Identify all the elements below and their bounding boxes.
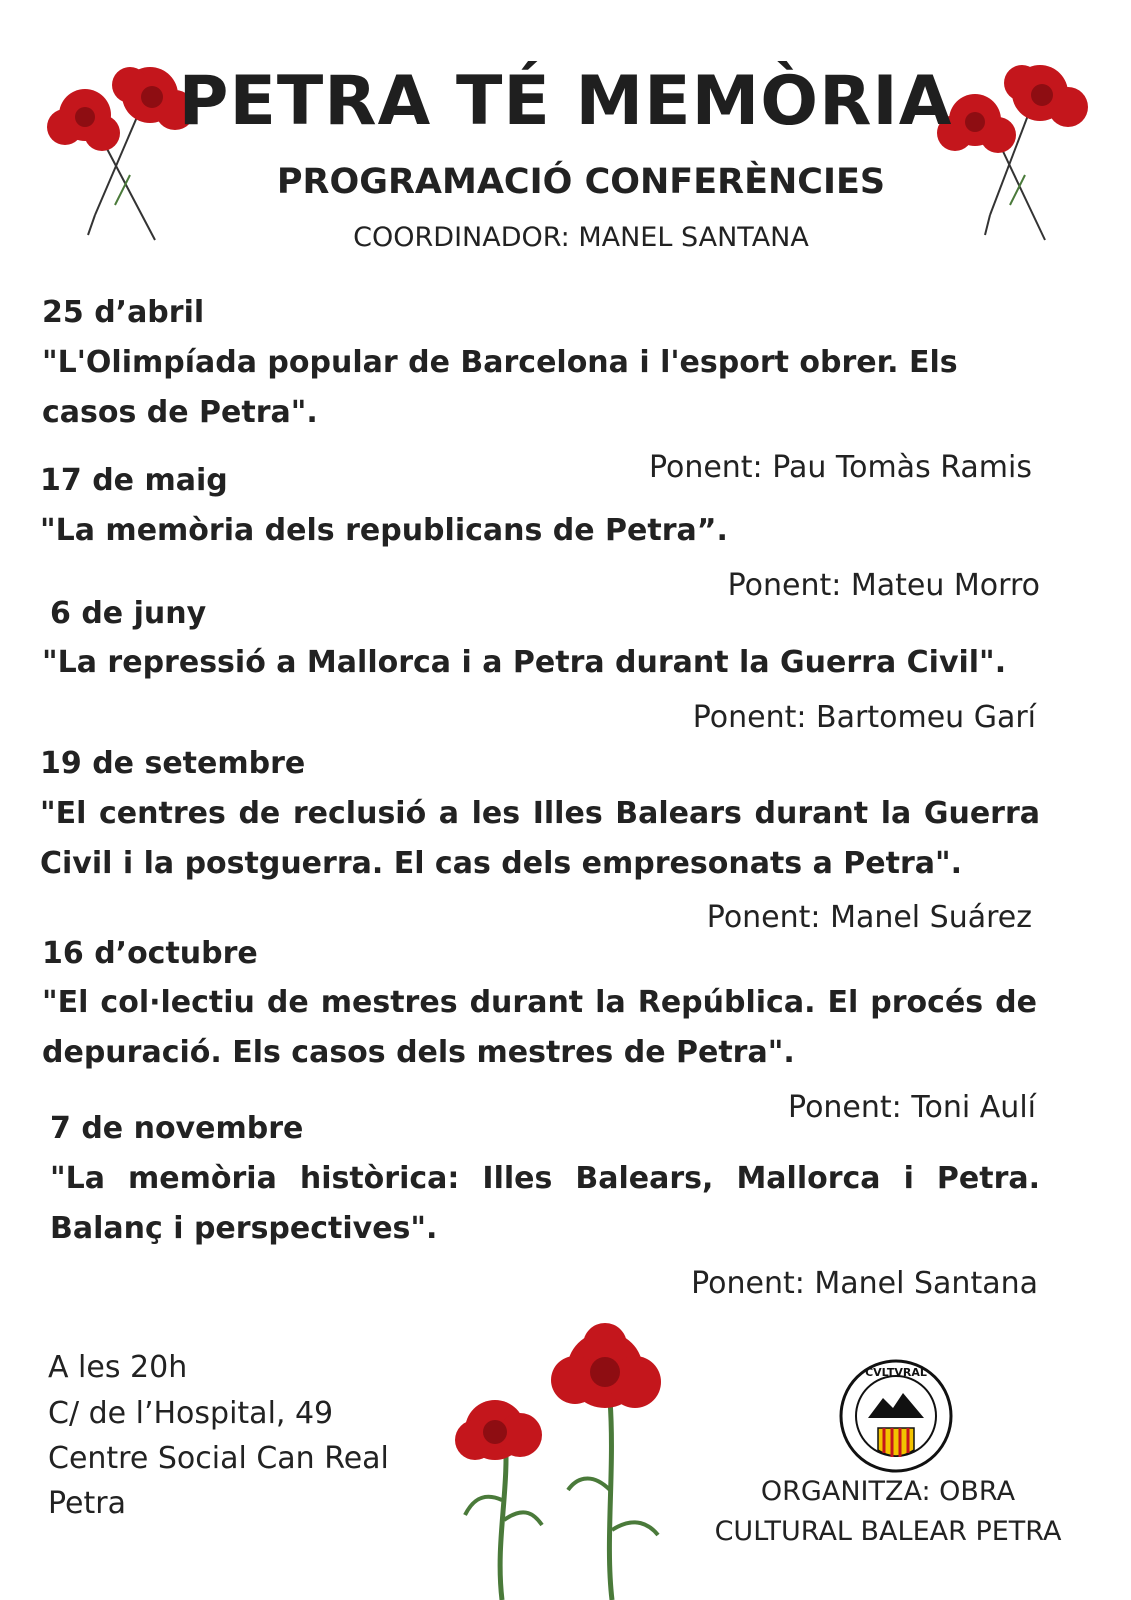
event-speaker: Ponent: Mateu Morro xyxy=(727,568,1040,603)
event-date: 25 d’abril xyxy=(42,295,205,330)
event-date: 7 de novembre xyxy=(50,1111,304,1146)
event-speaker: Ponent: Bartomeu Garí xyxy=(692,700,1036,735)
footer-town: Petra xyxy=(48,1486,126,1521)
organizer-line-1: ORGANITZA: OBRA xyxy=(760,1476,1016,1507)
logo-text: CVLTVRAL xyxy=(865,1366,927,1379)
event-speaker: Ponent: Manel Santana xyxy=(691,1266,1038,1301)
event-date: 16 d’octubre xyxy=(42,936,258,971)
event-talk: "La repressió a Mallorca i a Petra durant la Guerra Civil". xyxy=(42,645,1007,680)
footer-address: C/ de l’Hospital, 49 xyxy=(48,1396,334,1431)
event-date: 19 de setembre xyxy=(40,746,306,781)
event-talk: "El col·lectiu de mestres durant la República. El procés de depuració. Els casos dels mestres de Petra". xyxy=(42,985,1037,1070)
obra-cultural-balear-logo xyxy=(838,1358,954,1474)
page-subtitle: PROGRAMACIÓ CONFERÈNCIES xyxy=(276,162,886,202)
event-date: 17 de maig xyxy=(40,463,228,498)
event-speaker: Ponent: Pau Tomàs Ramis xyxy=(648,450,1032,485)
event-talk: "L'Olimpíada popular de Barcelona i l'esport obrer. Els casos de Petra". xyxy=(42,345,958,430)
carnation-bottom-icon xyxy=(440,1320,680,1600)
event-talk: "La memòria històrica: Illes Balears, Mallorca i Petra. Balanç i perspectives". xyxy=(50,1161,1040,1246)
footer-venue: Centre Social Can Real xyxy=(48,1441,389,1476)
event-speaker: Ponent: Manel Suárez xyxy=(706,900,1032,935)
page-title: PETRA TÉ MEMÒRIA xyxy=(178,62,953,141)
footer-time: A les 20h xyxy=(48,1350,188,1385)
event-date: 6 de juny xyxy=(50,596,207,631)
coordinator-line: COORDINADOR: MANEL SANTANA xyxy=(353,222,809,253)
event-talk: "El centres de reclusió a les Illes Balears durant la Guerra Civil i la postguerra. El cas dels empresonats a Petra". xyxy=(40,796,1040,881)
event-speaker: Ponent: Toni Aulí xyxy=(788,1090,1036,1125)
organizer-line-2: CULTURAL BALEAR PETRA xyxy=(714,1516,1062,1547)
event-talk: "La memòria dels republicans de Petra”. xyxy=(40,513,728,548)
